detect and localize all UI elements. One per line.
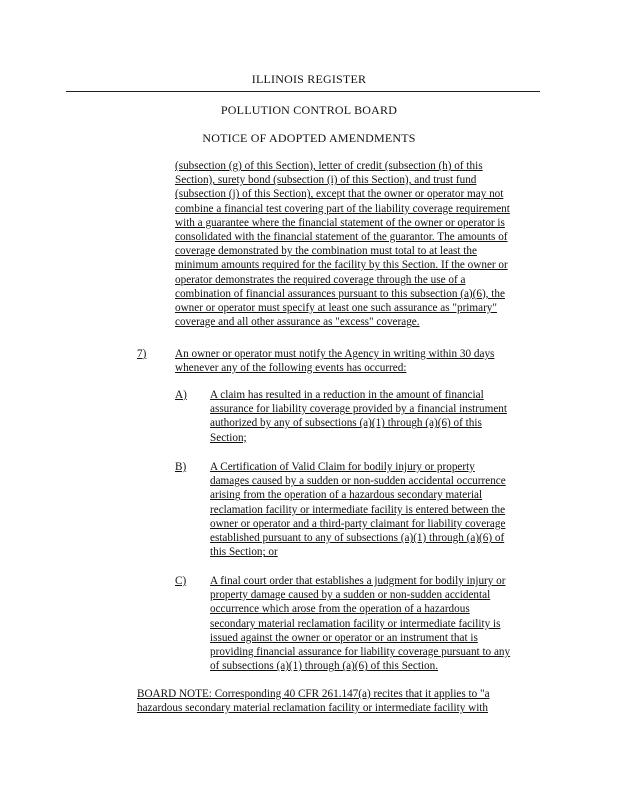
text-line: damages caused by a sudden or non-sudden accidental occurrence xyxy=(210,475,506,488)
text-line: of subsections (a)(1) through (a)(6) of this Section. xyxy=(210,660,439,673)
item-7-text xyxy=(175,347,494,375)
text-line: assurance for liability coverage provided by a financial instrument xyxy=(210,403,507,416)
item-7-label: 7) xyxy=(137,348,147,360)
text-line: coverage demonstrated by the combination must total to at least the xyxy=(175,245,477,258)
board-note xyxy=(137,687,490,715)
text-line: owner or operator must specify at least one such assurance as "primary" xyxy=(175,302,497,315)
text-line: authorized by any of subsections (a)(1) through (a)(6) of this xyxy=(210,417,482,430)
subitem-c-text xyxy=(210,574,510,673)
text-line: A final court order that establishes a judgment for bodily injury or xyxy=(210,575,506,587)
text-line: this Section; or xyxy=(210,546,278,559)
text-line: A Certification of Valid Claim for bodily injury or property xyxy=(210,461,475,473)
text-line: operator demonstrates the required coverage through the use of a xyxy=(175,273,466,286)
text-line: hazardous secondary material reclamation facility or intermediate facility with xyxy=(137,702,489,715)
text-line: providing financial assurance for liability coverage pursuant to any xyxy=(210,646,511,659)
text-line: A claim has resulted in a reduction in the amount of financial xyxy=(210,389,484,401)
notice-title: NOTICE OF ADOPTED AMENDMENTS xyxy=(202,131,416,145)
text-line: with a guarantee where the financial statement of the owner or operator is xyxy=(175,216,505,229)
text-line: (subsection (j) of this Section), except that the owner or operator may not xyxy=(175,188,504,201)
text-line: BOARD NOTE: Corresponding 40 CFR 261.147(a) recites that it applies to "a xyxy=(137,688,490,700)
subitem-a-label: A) xyxy=(175,389,187,401)
text-line: combination of financial assurances pursuant to this subsection (a)(6), the xyxy=(175,287,505,300)
text-line: coverage and all other assurance as "excess" coverage. xyxy=(175,316,420,329)
text-line: (subsection (g) of this Section), letter of credit (subsection (h) of this xyxy=(175,160,483,172)
text-line: established pursuant to any of subsections (a)(1) through (a)(6) of xyxy=(210,532,505,545)
text-line: An owner or operator must notify the Agency in writing within 30 days xyxy=(175,348,495,360)
text-line: occurrence which arose from the operation of a hazardous xyxy=(210,603,470,616)
text-line: arising from the operation of a hazardous secondary material xyxy=(210,489,483,502)
text-line: reclamation facility or intermediate facility is entered between the xyxy=(210,503,506,516)
text-line: owner or operator and a third-party claimant for liability coverage xyxy=(210,517,506,530)
text-line: combine a financial test covering part of the liability coverage requirement xyxy=(175,202,510,215)
text-line: issued against the owner or operator or an instrument that is xyxy=(210,631,478,644)
text-line: minimum amounts required for the facility by this Section. If the owner or xyxy=(175,259,508,272)
text-line: Section; xyxy=(210,431,247,444)
text-line: property damage caused by a sudden or non-sudden accidental xyxy=(210,589,491,602)
header-divider xyxy=(66,91,540,92)
text-line: consolidated with the financial statement of the guarantor. The amounts of xyxy=(175,231,508,244)
subitem-b-text xyxy=(210,460,506,559)
subitem-a-text xyxy=(210,388,507,445)
subitem-b-label: B) xyxy=(175,461,187,473)
register-title: ILLINOIS REGISTER xyxy=(251,72,367,86)
text-line: whenever any of the following events has occurred: xyxy=(175,362,407,375)
subitem-c-label: C) xyxy=(175,575,187,587)
text-line: secondary material reclamation facility or intermediate facility is xyxy=(210,617,501,630)
board-title: POLLUTION CONTROL BOARD xyxy=(220,103,398,117)
intro-paragraph xyxy=(175,159,510,329)
text-line: Section), surety bond (subsection (i) of this Section), and trust fund xyxy=(175,174,477,187)
